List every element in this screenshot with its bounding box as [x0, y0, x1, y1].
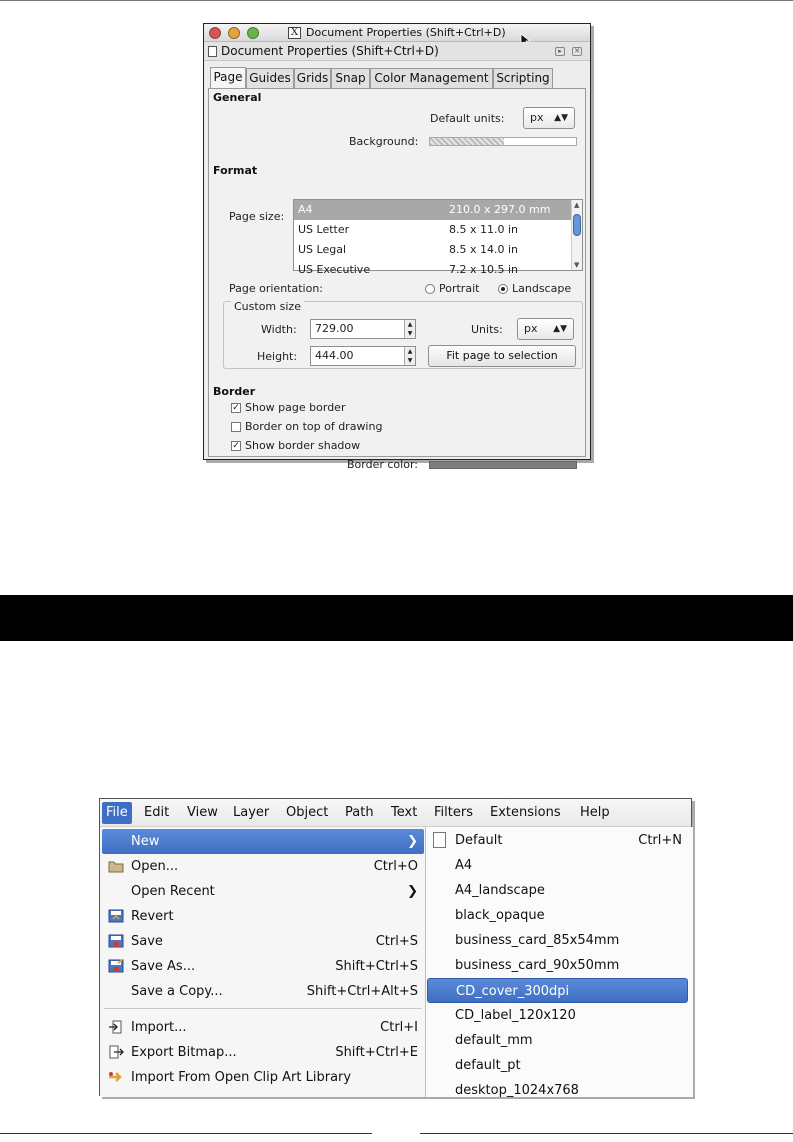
show-border-shadow-checkbox[interactable]: ✓: [232, 441, 240, 451]
submenu-item-desktop[interactable]: [427, 1078, 688, 1103]
folder-icon: [108, 859, 124, 873]
default-units-value: px: [530, 111, 544, 124]
revert-icon: [108, 909, 124, 923]
list-item[interactable]: [294, 260, 574, 280]
submenu-item-label: A4_landscape: [455, 883, 545, 898]
submenu-item-black-opaque[interactable]: [427, 903, 688, 928]
menu-item-shortcut: Ctrl+I: [380, 1020, 418, 1035]
submenu-item-default[interactable]: [427, 828, 688, 853]
submenu-item-label: business_card_90x50mm: [455, 958, 620, 973]
menu-item-shortcut: Ctrl+S: [375, 934, 418, 949]
save-as-icon: [108, 959, 124, 973]
iconify-icon[interactable]: ▸: [555, 47, 565, 56]
maximize-window-icon[interactable]: [247, 27, 259, 39]
menu-item-label: Import...: [131, 1020, 187, 1035]
spin-arrows-icon[interactable]: ▲ ▼: [404, 320, 415, 338]
menu-item-revert[interactable]: [102, 904, 424, 929]
menu-edit[interactable]: Edit: [144, 805, 170, 820]
menu-item-save-as[interactable]: [102, 954, 424, 979]
page-size-label: Page size:: [229, 210, 285, 223]
default-units-select[interactable]: [523, 107, 575, 129]
menu-file[interactable]: File: [102, 802, 132, 824]
page-tab-panel: [208, 88, 586, 471]
format-heading: Format: [213, 164, 258, 177]
scroll-up-icon[interactable]: ▲: [574, 201, 580, 209]
submenu-item-business-card-90x50[interactable]: [427, 953, 688, 978]
spin-arrows-icon[interactable]: ▲ ▼: [404, 347, 415, 365]
import-icon: [108, 1020, 124, 1034]
menu-text[interactable]: Text: [391, 805, 418, 820]
window-title: Document Properties (Shift+Ctrl+D): [306, 26, 506, 39]
general-heading: General: [213, 91, 262, 104]
tab-guides[interactable]: Guides: [246, 68, 294, 88]
menu-item-label: Save a Copy...: [131, 984, 223, 999]
checkerboard-pattern: [430, 138, 504, 145]
width-spinbox[interactable]: [310, 319, 416, 339]
menu-item-save-a-copy[interactable]: [102, 979, 424, 1004]
menu-view[interactable]: View: [187, 805, 218, 820]
units-label: Units:: [471, 323, 503, 336]
tab-scripting[interactable]: Scripting: [493, 68, 553, 88]
updown-arrow-icon: ▲▼: [553, 324, 567, 334]
menu-item-label: Save: [131, 934, 163, 949]
submenu-item-label: Default: [455, 833, 503, 848]
submenu-item-label: A4: [455, 858, 473, 873]
default-units-label: Default units:: [430, 112, 505, 125]
submenu-item-label: default_pt: [455, 1058, 521, 1073]
save-icon: [108, 934, 124, 948]
menu-item-shortcut: Shift+Ctrl+S: [335, 959, 418, 974]
menu-item-import[interactable]: [102, 1015, 424, 1040]
page-size-dims: 8.5 x 14.0 in: [449, 243, 519, 256]
submenu-item-cd-label[interactable]: [427, 1003, 688, 1028]
menu-item-label: Open Recent: [131, 884, 215, 899]
landscape-radio[interactable]: [498, 284, 508, 294]
menu-item-import-clip-art[interactable]: [102, 1065, 424, 1090]
page-orientation-label: Page orientation:: [229, 282, 324, 295]
border-heading: Border: [213, 385, 256, 398]
menu-filters[interactable]: Filters: [434, 805, 473, 820]
submenu-arrow-icon: ❯: [407, 884, 418, 899]
page-size-dims: 210.0 x 297.0 mm: [449, 203, 551, 216]
width-label: Width:: [261, 323, 297, 336]
width-value: 729.00: [315, 322, 354, 335]
submenu-item-a4-landscape[interactable]: [427, 878, 688, 903]
tab-color-management[interactable]: Color Management: [370, 68, 493, 88]
page-size-name: A4: [298, 203, 313, 216]
top-rule: [0, 0, 793, 1]
height-value: 444.00: [315, 349, 354, 362]
border-color-swatch[interactable]: [429, 461, 577, 469]
page-size-list[interactable]: [293, 199, 583, 276]
menu-item-label: Import From Open Clip Art Library: [131, 1070, 352, 1085]
page-size-name: US Legal: [298, 243, 347, 256]
page-size-dims: 8.5 x 11.0 in: [449, 223, 519, 236]
height-spinbox[interactable]: [310, 346, 416, 366]
menu-item-label: Export Bitmap...: [131, 1045, 237, 1060]
submenu-item-label: CD_cover_300dpi: [456, 984, 570, 999]
file-menu-window: [99, 798, 692, 1096]
submenu-item-default-pt[interactable]: [427, 1053, 688, 1078]
title-bar: [204, 24, 590, 42]
menu-item-label: New: [131, 834, 160, 849]
menu-item-shortcut: Shift+Ctrl+Alt+S: [306, 984, 418, 999]
menu-item-label: Save As...: [131, 959, 196, 974]
menu-item-export-bitmap[interactable]: [102, 1040, 424, 1065]
menu-item-label: Open...: [131, 859, 179, 874]
menu-item-save[interactable]: [102, 929, 424, 954]
list-item[interactable]: [294, 220, 574, 240]
submenu-item-business-card-85x54[interactable]: [427, 928, 688, 953]
submenu-item-cd-cover[interactable]: [427, 978, 688, 1003]
updown-arrow-icon: ▲▼: [554, 113, 568, 123]
submenu-item-default-mm[interactable]: [427, 1028, 688, 1053]
clipart-icon: [108, 1070, 124, 1084]
minimize-window-icon[interactable]: [228, 27, 240, 39]
tab-page[interactable]: Page: [210, 67, 246, 89]
custom-size-label: Custom size: [231, 300, 304, 313]
submenu-item-label: default_mm: [455, 1033, 533, 1048]
submenu-item-a4[interactable]: [427, 853, 688, 878]
blank-document-icon: [433, 832, 446, 848]
menu-help[interactable]: Help: [580, 805, 610, 820]
border-color-label: Border color:: [347, 458, 418, 471]
menubar: [100, 799, 691, 827]
landscape-label: Landscape: [512, 282, 572, 295]
export-icon: [108, 1045, 124, 1059]
show-border-shadow-label: Show border shadow: [245, 439, 361, 452]
dock-header: [204, 42, 590, 61]
menu-extensions[interactable]: Extensions: [490, 805, 561, 820]
dock-title: Document Properties (Shift+Ctrl+D): [221, 44, 439, 58]
menu-layer[interactable]: Layer: [233, 805, 270, 820]
bottom-rule-right: [420, 1133, 793, 1134]
new-submenu: [426, 827, 693, 1097]
menu-item-new[interactable]: [102, 829, 424, 854]
page-size-name: US Executive: [298, 263, 371, 276]
submenu-item-label: black_opaque: [455, 908, 545, 923]
close-panel-icon[interactable]: ✕: [572, 47, 582, 56]
list-item[interactable]: [294, 200, 574, 220]
scroll-thumb[interactable]: [573, 214, 581, 236]
menu-separator: [104, 1008, 422, 1009]
show-page-border-checkbox[interactable]: ✓: [232, 403, 240, 413]
submenu-item-label: CD_label_120x120: [455, 1008, 576, 1023]
menu-item-label: Revert: [131, 909, 174, 924]
list-item[interactable]: [294, 240, 574, 260]
submenu-item-label: desktop_1024x768: [455, 1083, 579, 1098]
file-menu-dropdown: [100, 827, 426, 1097]
tab-grids[interactable]: Grids: [294, 68, 331, 88]
submenu-item-shortcut: Ctrl+N: [638, 833, 682, 848]
page-size-dims: 7.2 x 10.5 in: [449, 263, 519, 276]
border-on-top-checkbox[interactable]: [231, 422, 241, 432]
menu-item-open-recent[interactable]: [102, 879, 424, 904]
list-scrollbar[interactable]: [571, 200, 582, 270]
scroll-down-icon[interactable]: ▼: [574, 261, 580, 269]
menu-path[interactable]: Path: [345, 805, 374, 820]
height-label: Height:: [257, 350, 298, 363]
x11-app-icon: X: [288, 27, 301, 39]
submenu-arrow-icon: ❯: [407, 834, 418, 849]
units-select[interactable]: [517, 318, 574, 340]
fit-page-to-selection-button[interactable]: Fit page to selection: [428, 345, 576, 367]
menu-item-shortcut: Ctrl+O: [373, 859, 418, 874]
units-value: px: [524, 322, 538, 335]
bottom-rule-left: [0, 1133, 372, 1134]
menu-object[interactable]: Object: [286, 805, 329, 820]
border-on-top-label: Border on top of drawing: [245, 420, 383, 433]
portrait-label: Portrait: [439, 282, 480, 295]
menu-item-shortcut: Shift+Ctrl+E: [335, 1045, 418, 1060]
background-label: Background:: [349, 135, 419, 148]
section-divider-band: [0, 595, 793, 641]
submenu-item-label: business_card_85x54mm: [455, 933, 620, 948]
tab-snap[interactable]: Snap: [331, 68, 370, 88]
portrait-radio[interactable]: [425, 284, 435, 294]
menu-item-open[interactable]: [102, 854, 424, 879]
background-color-swatch[interactable]: [429, 137, 577, 146]
show-page-border-label: Show page border: [245, 401, 346, 414]
close-window-icon[interactable]: [209, 27, 221, 39]
document-icon: [208, 46, 217, 57]
page-size-name: US Letter: [298, 223, 350, 236]
document-properties-window: [203, 23, 591, 471]
